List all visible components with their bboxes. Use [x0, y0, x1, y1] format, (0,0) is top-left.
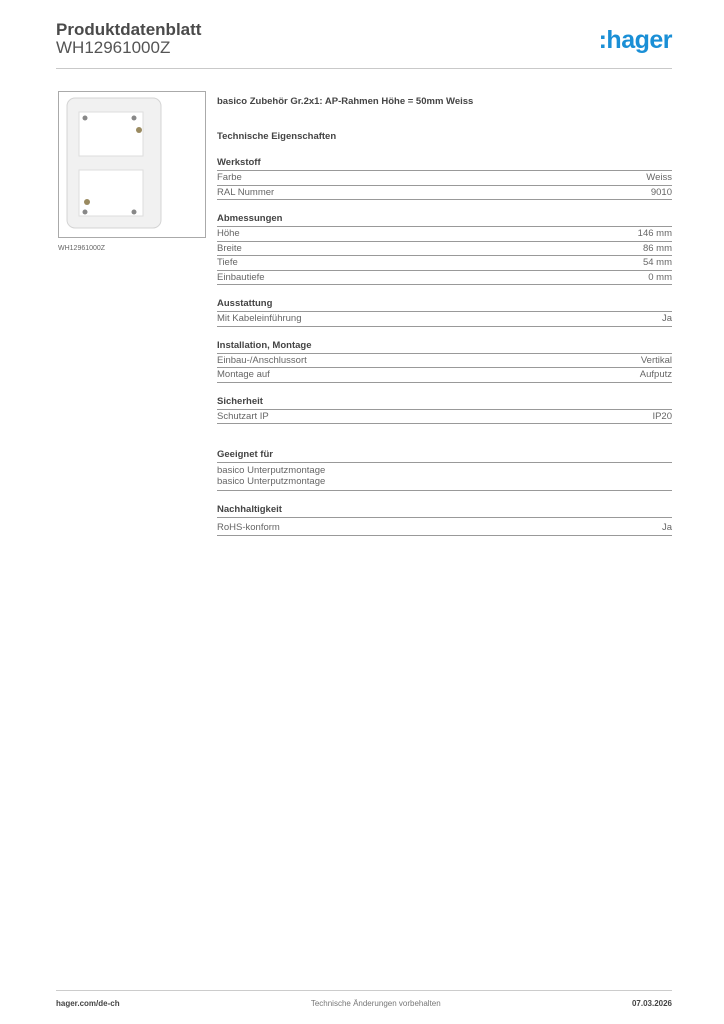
section-title: Werkstoff	[217, 156, 672, 171]
spec-value: Weiss	[646, 172, 672, 183]
spec-label: Montage auf	[217, 369, 270, 380]
spec-label: Tiefe	[217, 257, 238, 268]
section-title: Geeignet für	[217, 448, 672, 463]
article-number: WH12961000Z	[56, 38, 171, 57]
spec-row	[217, 368, 672, 383]
tech-heading: Technische Eigenschaften	[217, 131, 337, 142]
spec-row	[217, 312, 672, 327]
spec-row	[217, 242, 672, 257]
spec-sheet	[217, 95, 672, 536]
spec-label: Farbe	[217, 172, 242, 183]
suitable-item: basico Unterputzmontage	[217, 476, 326, 487]
section-title: Nachhaltigkeit	[217, 503, 672, 518]
spec-row	[217, 271, 672, 286]
spec-value: 9010	[650, 186, 672, 198]
suitable-item: basico Unterputzmontage	[217, 465, 326, 476]
header-divider	[56, 68, 672, 69]
spec-row	[217, 186, 672, 201]
spec-value: Ja	[661, 313, 672, 324]
section-installation	[217, 339, 672, 383]
spec-value: 146 mm	[637, 228, 672, 239]
section-title: Ausstattung	[217, 297, 672, 312]
spec-value: IP20	[652, 410, 672, 422]
spec-label: Höhe	[217, 228, 240, 239]
spec-value: 86 mm	[642, 242, 672, 254]
section-sicherheit	[217, 395, 672, 425]
spec-value: 0 mm	[648, 271, 672, 283]
section-nachhaltigkeit	[217, 503, 672, 536]
spec-label: RoHS-konform	[217, 522, 280, 533]
spec-label: Einbautiefe	[217, 271, 265, 283]
image-caption: WH12961000Z	[58, 245, 106, 252]
footer-website[interactable]: hager.com/de-ch	[56, 999, 120, 1008]
page-title: Produktdatenblatt	[56, 20, 202, 39]
spec-row	[217, 171, 672, 186]
spec-row	[217, 410, 672, 425]
product-title: basico Zubehör Gr.2x1: AP-Rahmen Höhe = 50mm Weiss	[217, 96, 474, 107]
section-title: Installation, Montage	[217, 339, 672, 354]
section-abmessungen	[217, 212, 672, 285]
spec-value: Aufputz	[639, 369, 672, 380]
section-geeignet	[217, 448, 672, 491]
spec-row	[217, 521, 672, 536]
spec-row	[217, 227, 672, 242]
spec-value: 54 mm	[642, 257, 672, 268]
spec-value: Ja	[661, 522, 672, 533]
spec-value: Vertikal	[640, 354, 672, 366]
spec-label: Einbau-/Anschlussort	[217, 354, 307, 366]
footer-notice: Technische Änderungen vorbehalten	[310, 999, 441, 1008]
section-werkstoff	[217, 156, 672, 200]
hager-logo: :hager	[598, 26, 672, 54]
spec-row	[217, 354, 672, 369]
spec-label: RAL Nummer	[217, 186, 275, 198]
spec-row	[217, 256, 672, 271]
section-title: Abmessungen	[217, 212, 672, 227]
spec-label: Mit Kabeleinführung	[217, 313, 302, 324]
footer	[56, 990, 672, 1008]
spec-label: Breite	[217, 242, 242, 254]
spec-row	[217, 463, 672, 491]
section-title: Sicherheit	[217, 395, 672, 410]
footer-date: 07.03.2026	[631, 999, 672, 1008]
section-ausstattung	[217, 297, 672, 327]
spec-label: Schutzart IP	[217, 410, 269, 422]
product-image	[58, 91, 206, 238]
